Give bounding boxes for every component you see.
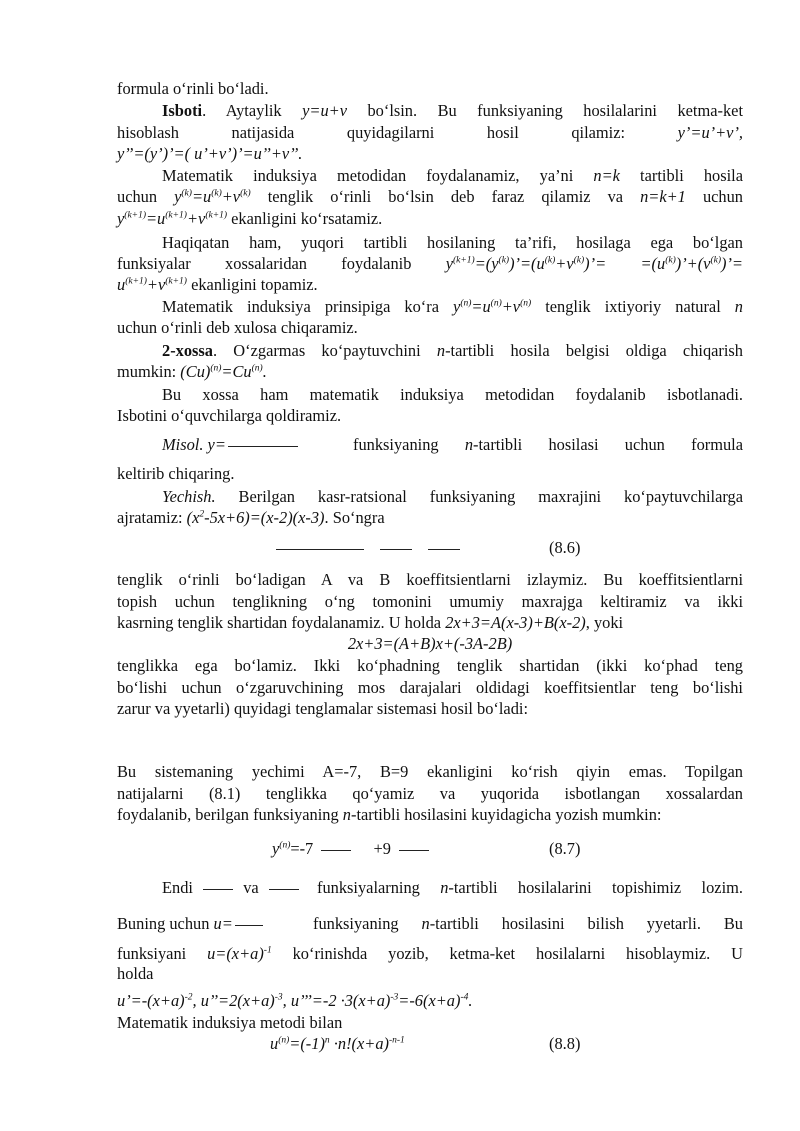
text-line: Isboti. Aytaylik y=u+v bo‘lsin. Bu funksiyaning hosilalarini ketma-ket xyxy=(162,101,743,120)
equation-number: (8.7) xyxy=(549,839,581,858)
equation-number: (8.8) xyxy=(549,1034,581,1053)
equation-8-8: $u^{(n)}=(-1)^n \cdot n!(x+a)^{-n-1}$ xyxy=(270,1034,405,1053)
text-line: tenglikka ega bo‘lamiz. Ikki ko‘phadning tenglik shartidan (ikki ko‘phad teng xyxy=(117,656,743,675)
text-line: Endi va xyxy=(162,877,743,898)
text-line: Matematik induksiya metodidan foydalanamiz, ya’ni n=k tartibli hosila xyxy=(162,166,744,185)
text-line: Buning uchun u= xyxy=(117,913,307,934)
text-line: funksiyaning n-tartibli hosilasi uchun formula xyxy=(353,435,743,454)
text-line: Matematik induksiya prinsipiga ko‘ra $y^{(n)}=u^{(n)}+v^{(n)}$ tenglik ixtiyoriy natural n xyxy=(162,297,743,316)
text-line: Matematik induksiya metodi bilan xyxy=(117,1013,343,1032)
text-line: funksiyani $u=(x+a)^{-1}$ ko‘rinishda yozib, ketma-ket hosilalarni hisoblaymiz. U xyxy=(117,944,743,963)
text-line: funksiyaning n-tartibli hosilasini bilish yyetarli. Bu xyxy=(313,914,743,933)
equation-8-7: $y^{(n)}=-7 +9$ xyxy=(272,838,512,859)
text-line: Isbotini o‘quvchilarga qoldiramiz. xyxy=(117,406,342,425)
fraction-bar xyxy=(399,850,429,851)
text-line: y’’=(y’)’=( u’+v’)’=u’’+v’’. xyxy=(117,144,303,163)
equation-number: (8.6) xyxy=(549,538,581,557)
text-line: uchun o‘rinli deb xulosa chiqaramiz. xyxy=(117,318,358,337)
text-line: holda xyxy=(117,964,154,983)
text-line: ajratamiz: $(x^2-5x+6)=(x-2)(x-3)$. So‘ngra xyxy=(117,508,385,527)
equation-line: 2x+3=(A+B)x+(-3A-2B) xyxy=(347,634,513,653)
text-line: 2-xossa. O‘zgarmas ko‘paytuvchini n-tartibli hosila belgisi oldiga chiqarish xyxy=(162,341,743,360)
text-line: $u’=-(x+a)^{-2}$, $u’’=2(x+a)^{-3}$, u’’’=-2 $\cdot 3(x+a)^{-3}=-6(x+a)^{-4}$. xyxy=(117,991,473,1010)
text-line: zarur va yyetarli) quyidagi tenglamalar sistemasi hosil bo‘ladi: xyxy=(117,699,529,718)
text-line: mumkin: $(Cu)^{(n)}=Cu^{(n)}$. xyxy=(117,362,267,381)
text-line: funksiyalar xossalaridan foydalanib $y^{(k+1)}=(y^{(k)})’=(u^{(k)}+v^{(k)})’=$ $=(u^{(k)})’+(v^{(k)})’=$ xyxy=(117,254,743,273)
fraction-bar xyxy=(203,889,233,890)
text-line: Bu sistemaning yechimi A=-7, B=9 ekanligini ko‘rish qiyin emas. Topilgan xyxy=(117,762,743,781)
text-line: uchun $y^{(k)}=u^{(k)}+v^{(k)}$ tenglik o‘rinli bo‘lsin deb faraz qilamiz va n=k+1 uchun xyxy=(117,187,743,206)
text-line: keltirib chiqaring. xyxy=(117,464,235,483)
text-line: $y^{(k+1)}=u^{(k+1)}+v^{(k+1)}$ ekanligini ko‘rsatamiz. xyxy=(117,209,383,228)
text-line: $u^{(k+1)}+v^{(k+1)}$ ekanligini topamiz. xyxy=(117,275,318,294)
text-line: foydalanib, berilgan funksiyaning n-tartibli hosilasini kuyidagicha yozish mumkin: xyxy=(117,805,662,824)
fraction-bar xyxy=(276,549,364,550)
text-line: Bu xossa ham matematik induksiya metodidan foydalanib isbotlanadi. xyxy=(162,385,743,404)
text-line: kasrning tenglik shartidan foydalanamiz. U holda 2x+3=A(x-3)+B(x-2), yoki xyxy=(117,613,624,632)
equation-8-6 xyxy=(276,537,496,558)
text-line: Misol. y= xyxy=(162,434,743,455)
text-line: bo‘lishi uchun o‘zgaruvchining mos darajalari oldidagi koeffitsientlar teng bo‘lishi xyxy=(117,678,743,697)
text-line: tenglik o‘rinli bo‘ladigan A va B koeffitsientlarni izlaymiz. Bu koeffitsientlarni xyxy=(117,570,743,589)
text-line: Haqiqatan ham, yuqori tartibli hosilaning ta’rifi, hosilaga ega bo‘lgan xyxy=(162,233,743,252)
fraction-bar xyxy=(428,549,460,550)
text-line: topish uchun tenglikning o‘ng tomonini umumiy maxrajga keltiramiz va ikki xyxy=(117,592,743,611)
text-line: Yechish. Berilgan kasr-ratsional funksiyaning maxrajini ko‘paytuvchilarga xyxy=(162,487,743,506)
fraction-bar xyxy=(380,549,412,550)
text-line: hisoblash natijasida quyidagilarni hosil qilamiz: y’=u’+v’, xyxy=(117,123,743,142)
text-line: funksiyalarning n-tartibli hosilalarini topishimiz lozim. xyxy=(317,878,743,897)
text-line: formula o‘rinli bo‘ladi. xyxy=(117,79,269,98)
fraction-bar xyxy=(321,850,351,851)
fraction-bar xyxy=(269,889,299,890)
fraction-bar xyxy=(228,446,298,447)
fraction-bar xyxy=(235,925,263,926)
text-line: natijalarni (8.1) tenglikka qo‘yamiz va yuqorida isbotlangan xossalardan xyxy=(117,784,743,803)
